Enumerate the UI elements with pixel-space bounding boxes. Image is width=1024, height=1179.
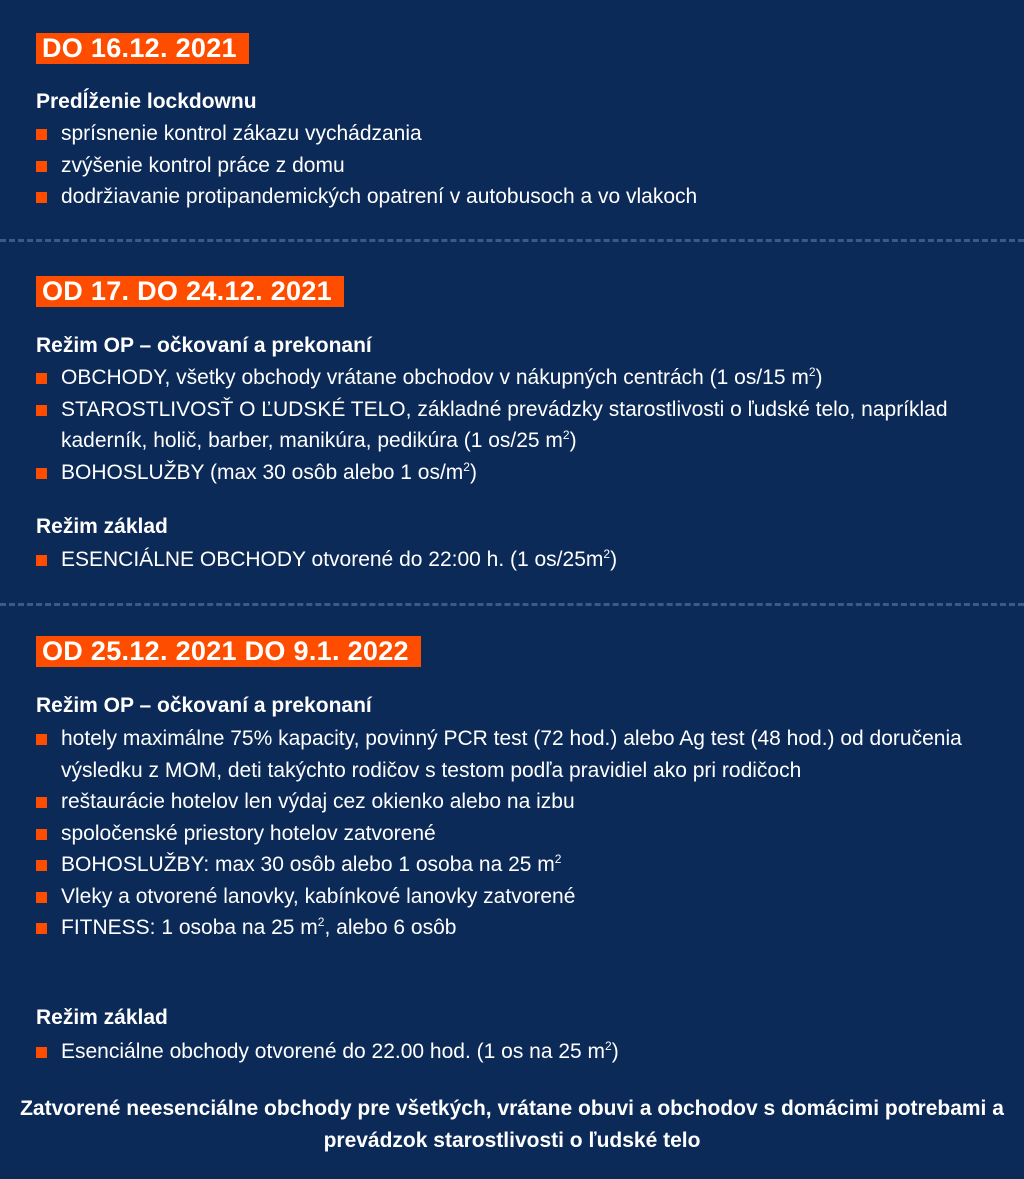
square-bullet-icon [36, 192, 47, 203]
square-bullet-icon [36, 734, 47, 745]
list-item: BOHOSLUŽBY: max 30 osôb alebo 1 osoba na 25 $m^2$ [36, 849, 996, 881]
square-bullet-icon [36, 1047, 47, 1058]
list-item: dodržiavanie protipandemických opatrení v autobusoch a vo vlakoch [36, 181, 996, 213]
section-heading-basic: Režim základ [36, 1006, 168, 1029]
list-item: Esenciálne obchody otvorené do 22.00 hod. (1 os na 25 $m^2$) [36, 1036, 996, 1068]
square-bullet-icon [36, 797, 47, 808]
dashed-divider [0, 239, 1024, 242]
date-badge-2: OD 17. DO 24.12. 2021 [36, 276, 344, 307]
square-bullet-icon [36, 161, 47, 172]
section-heading-op: Režim OP – očkovaní a prekonaní [36, 694, 372, 717]
list-item: zvýšenie kontrol práce z domu [36, 150, 996, 182]
square-bullet-icon [36, 405, 47, 416]
list-item: FITNESS: 1 osoba na 25 $m^2$, alebo 6 osôb [36, 912, 996, 944]
list-item: BOHOSLUŽBY (max 30 osôb alebo 1 $os/m^2$) [36, 457, 996, 489]
op-list [36, 362, 996, 488]
list-item: ESENCIÁLNE OBCHODY otvorené do 22:00 h. (1 $os/25m^2$) [36, 544, 996, 576]
square-bullet-icon [36, 860, 47, 871]
op-list [36, 723, 996, 944]
section-heading-lockdown: Predĺženie lockdownu [36, 90, 257, 113]
square-bullet-icon [36, 892, 47, 903]
list-item: hotely maximálne 75% kapacity, povinný PCR test (72 hod.) alebo Ag test (48 hod.) od doručenia výsledku z MOM, deti takýchto rodičov s testom podľa pravidiel ako pri rodičoch [36, 723, 996, 786]
list-item: OBCHODY, všetky obchody vrátane obchodov v nákupných centrách (1 os/15 $m^2$) [36, 362, 996, 394]
list-item: reštaurácie hotelov len výdaj cez okienko alebo na izbu [36, 786, 996, 818]
footer-note: Zatvorené neesenciálne obchody pre všetkých, vrátane obuvi a obchodov s domácimi potrebami a prevádzok starostlivosti o ľudské telo [20, 1097, 1004, 1152]
basic-list [36, 1036, 996, 1068]
lockdown-list [36, 118, 996, 213]
dashed-divider [0, 603, 1024, 606]
square-bullet-icon [36, 555, 47, 566]
list-item: Vleky a otvorené lanovky, kabínkové lanovky zatvorené [36, 881, 996, 913]
basic-list [36, 544, 996, 576]
section-heading-op: Režim OP – očkovaní a prekonaní [36, 334, 372, 357]
square-bullet-icon [36, 923, 47, 934]
section-heading-basic: Režim základ [36, 515, 168, 538]
list-item: spoločenské priestory hotelov zatvorené [36, 818, 996, 850]
date-badge-1: DO 16.12. 2021 [36, 33, 249, 64]
square-bullet-icon [36, 468, 47, 479]
square-bullet-icon [36, 129, 47, 140]
date-badge-3: OD 25.12. 2021 DO 9.1. 2022 [36, 636, 421, 667]
list-item: sprísnenie kontrol zákazu vychádzania [36, 118, 996, 150]
square-bullet-icon [36, 373, 47, 384]
list-item: STAROSTLIVOSŤ O ĽUDSKÉ TELO, základné prevádzky starostlivosti o ľudské telo, napríklad kaderník, holič, barber, manikúra, pedikúra (1 os/25 $m^2$) [36, 394, 996, 457]
square-bullet-icon [36, 829, 47, 840]
